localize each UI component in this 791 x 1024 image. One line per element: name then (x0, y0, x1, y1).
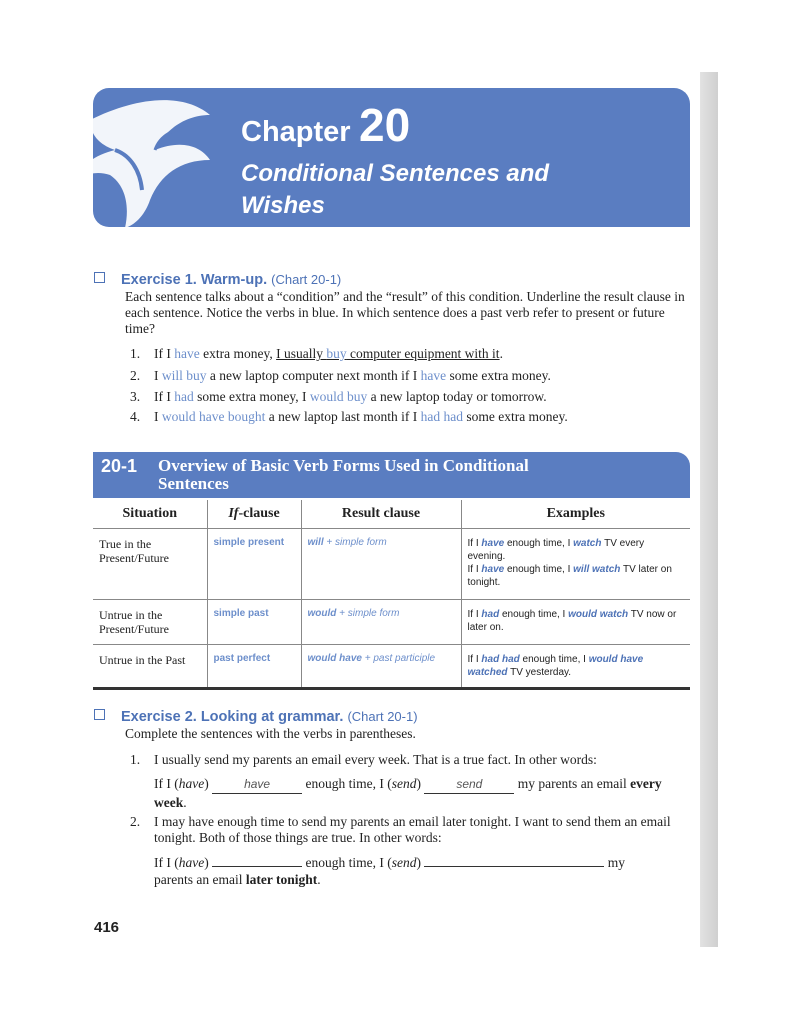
ex1-item-3 (154, 389, 547, 405)
text: some extra money, I (193, 389, 310, 404)
text: + simple form (323, 537, 387, 548)
text: a new laptop last month if I (265, 409, 421, 424)
text: If I (467, 564, 482, 575)
text: my parents an email (514, 776, 631, 791)
chapter-word: Chapter (241, 116, 351, 148)
exercise2-chart-ref: (Chart 20-1) (347, 709, 418, 724)
text: If I (154, 346, 175, 361)
ex1-item-4 (154, 409, 568, 425)
if-clause-cell (207, 529, 301, 600)
text: If I ( (154, 776, 179, 791)
verb-cue: have (178, 776, 205, 791)
chapter-number: 20 (359, 99, 411, 151)
text: If (228, 506, 239, 521)
verb: had had (481, 654, 520, 665)
verb: have (420, 368, 447, 383)
examples-cell (461, 645, 690, 689)
text: enough time, I (504, 538, 574, 549)
ex2-item-1-prompt (154, 775, 674, 811)
if-clause-cell (207, 600, 301, 645)
text: ) (204, 855, 213, 870)
ex1-item-number: 4. (130, 409, 141, 424)
verb: have (481, 564, 505, 575)
bird-logo-icon (70, 90, 220, 230)
situation-cell: True in the Present/Future (93, 529, 207, 600)
text: past perfect (213, 653, 271, 664)
text: + simple form (336, 608, 400, 619)
text: If I (467, 609, 482, 620)
verb: had (481, 609, 500, 620)
verb: would have bought (161, 409, 266, 424)
header-if-clause (207, 500, 301, 529)
verb: had (174, 389, 194, 404)
text: TV later on tonight. (467, 564, 672, 588)
text: TV yesterday. (507, 667, 572, 678)
text: every week (154, 776, 662, 810)
exercise2-instructions: Complete the sentences with the verbs in parentheses. (125, 726, 416, 741)
verb: will buy (161, 368, 207, 383)
exercise1-chart-ref: (Chart 20-1) (271, 272, 342, 287)
text: computer equipment with it (346, 346, 500, 361)
text: enough time, I (519, 654, 589, 665)
ex2-item-2-prompt (154, 853, 664, 888)
if-clause-cell (207, 645, 301, 689)
text: a new laptop today or tomorrow. (367, 389, 547, 404)
text: would have (307, 653, 362, 664)
verb: have (481, 538, 505, 549)
table-row (93, 645, 690, 689)
verb-cue: have (178, 855, 205, 870)
text: simple present (213, 537, 285, 548)
text: TV now or later on. (467, 609, 677, 633)
text: ) (416, 776, 425, 791)
chart-title: Overview of Basic Verb Forms Used in Conditional Sentences (158, 456, 529, 493)
result-clause-cell (301, 600, 461, 645)
exercise2-heading (94, 709, 418, 725)
verb: would buy (309, 389, 368, 404)
text: enough time, I ( (302, 855, 392, 870)
text: simple past (213, 608, 269, 619)
text: I (154, 409, 162, 424)
ex2-item-number: 2. (130, 814, 141, 829)
text: I (154, 368, 162, 383)
text: -clause (238, 506, 280, 521)
verb: would have watched (467, 654, 644, 678)
examples-cell (461, 600, 690, 645)
text: extra money, (199, 346, 277, 361)
ex2-item-1-text: I usually send my parents an email every week. That is a true fact. In other words: (154, 752, 597, 767)
text: + past participle (361, 653, 436, 664)
checkbox-icon (94, 272, 105, 283)
table-row (93, 529, 690, 600)
ex1-item-1 (154, 346, 503, 362)
chapter-title (241, 98, 410, 152)
text: enough time, I (504, 564, 574, 575)
text: If I ( (154, 855, 179, 870)
ex1-item-2 (154, 368, 551, 384)
ex1-item-number: 1. (130, 346, 141, 361)
ex2-item-2-text: I may have enough time to send my parents an email later tonight. I want to send them an email tonight. Both of those things are true. In other words: (154, 814, 671, 845)
result-clause-cell (301, 645, 461, 689)
text: would (307, 608, 337, 619)
answer-blank-1[interactable]: have (212, 776, 302, 794)
header-examples: Examples (461, 500, 690, 529)
text: some extra money. (462, 409, 568, 424)
underlined-result-clause (276, 346, 499, 361)
chapter-subtitle: Conditional Sentences and Wishes (241, 160, 550, 219)
verb-forms-table (93, 500, 690, 690)
verb: would watch (568, 609, 629, 620)
text: ) (416, 855, 425, 870)
verb: watch (573, 538, 602, 549)
situation-cell: Untrue in the Past (93, 645, 207, 689)
example-line (468, 563, 685, 589)
text: later tonight (245, 872, 318, 887)
header-result-clause: Result clause (301, 500, 461, 529)
page-edge-shadow (700, 72, 718, 947)
exercise2-title: Exercise 2. Looking at grammar. (121, 709, 344, 725)
example-line (468, 608, 685, 634)
exercise1-instructions: Each sentence talks about a “condition” and the “result” of this condition. Underline the result clause in each sentence. Notice the verbs in blue. In which sentence does a past verb refer to present or future time? (125, 289, 685, 336)
answer-blank-2[interactable]: send (424, 776, 514, 794)
verb: had had (420, 409, 463, 424)
exercise1-title: Exercise 1. Warm-up. (121, 272, 268, 288)
text: If I (154, 389, 175, 404)
text: . (499, 346, 503, 361)
ex2-item-number: 1. (130, 752, 141, 767)
text: If I (467, 538, 482, 549)
examples-cell (461, 529, 690, 600)
answer-blank-1[interactable] (212, 853, 302, 867)
chart-number: 20-1 (101, 456, 138, 476)
ex1-item-number: 3. (130, 389, 141, 404)
answer-blank-2[interactable] (424, 853, 604, 867)
verb: have (174, 346, 200, 361)
ex1-item-number: 2. (130, 368, 141, 383)
text: TV every evening. (467, 538, 645, 562)
verb-cue: send (391, 776, 417, 791)
text: I usually (276, 346, 327, 361)
exercise1-heading (94, 272, 341, 288)
verb: buy (326, 346, 347, 361)
text: . (317, 872, 321, 887)
result-clause-cell (301, 529, 461, 600)
situation-cell: Untrue in the Present/Future (93, 600, 207, 645)
text: enough time, I (499, 609, 569, 620)
table-row (93, 600, 690, 645)
verb: will watch (573, 564, 621, 575)
checkbox-icon (94, 709, 105, 720)
text: . (183, 795, 187, 810)
header-situation: Situation (93, 500, 207, 529)
text: will (307, 537, 324, 548)
verb-cue: send (391, 855, 417, 870)
example-line (468, 537, 685, 563)
table-header-row (93, 500, 690, 529)
text: If I (467, 654, 482, 665)
text: my parents an email (154, 855, 625, 887)
text: a new laptop computer next month if I (206, 368, 421, 383)
text: ) (204, 776, 213, 791)
text: some extra money. (446, 368, 551, 383)
example-line (468, 653, 685, 679)
text: enough time, I ( (302, 776, 392, 791)
page-number: 416 (94, 919, 120, 936)
